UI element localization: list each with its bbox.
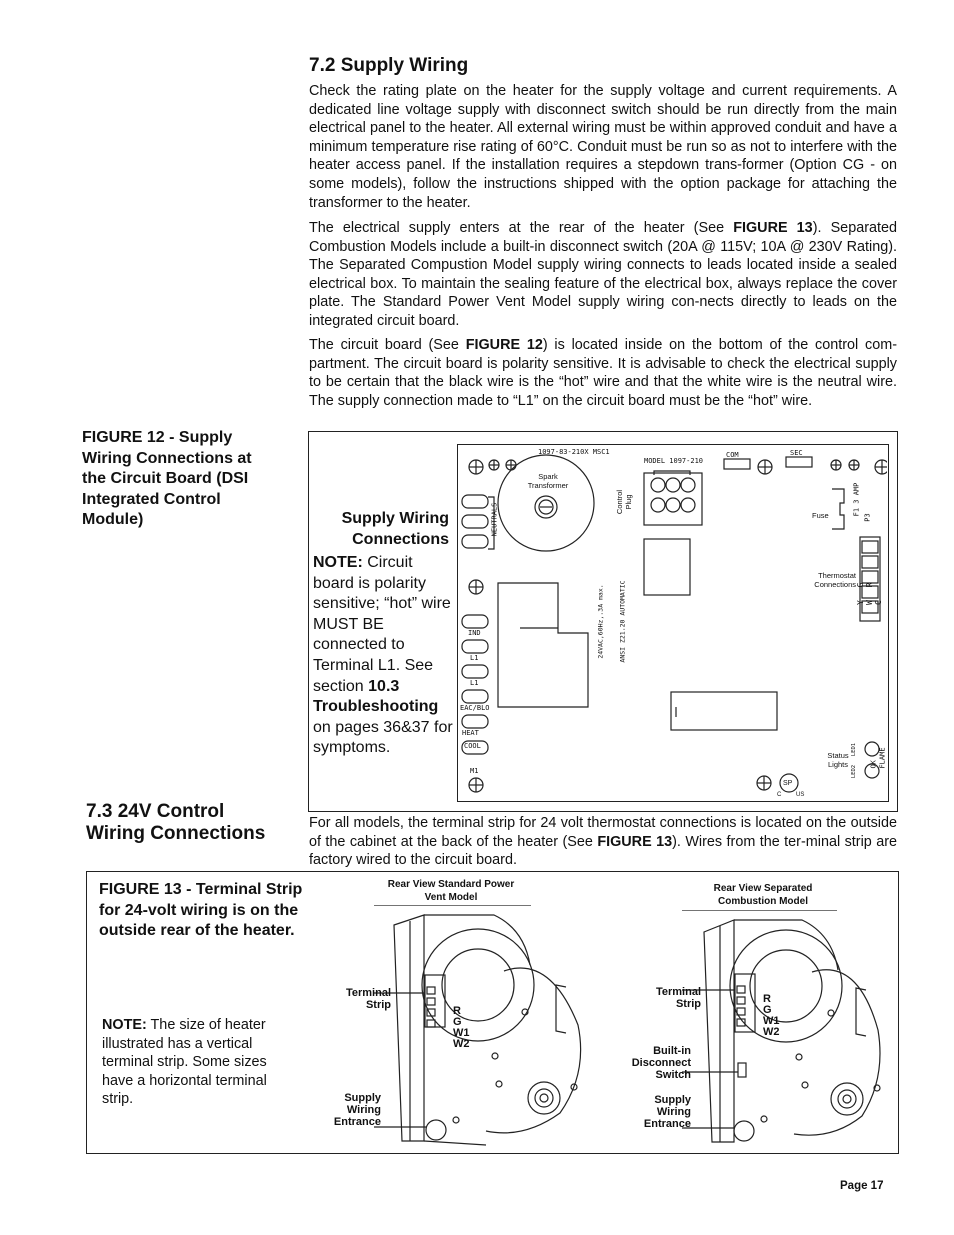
- page-number: Page 17: [840, 1180, 884, 1192]
- disconnect-switch-label: Built-in Disconnect Switch: [631, 1045, 691, 1081]
- right-view-title: Rear View Separated Combustion Model: [713, 883, 813, 907]
- right-terminal-w2: W2: [763, 1026, 780, 1038]
- board-rating: 24VAC,60Hz,.3A max.: [596, 584, 605, 659]
- fig13-note-text: The size of heater illustrated has a vertical terminal strip. Some sizes have a horizontal terminal strip.: [102, 1017, 267, 1108]
- right-terminal-w1: W1: [763, 1015, 780, 1027]
- figure-13-caption: FIGURE 13 - Terminal Strip for 24-volt wiring is on the outside rear of the heater.: [99, 881, 303, 939]
- board-ansi: ANSI Z21.20 AUTOMATIC: [618, 580, 627, 663]
- note-ref: 10.3 Troubleshooting: [313, 677, 439, 716]
- section-7-3-title-text: 7.3 24V Control Wiring Connections: [86, 801, 266, 844]
- left-heater-drawing: [374, 905, 590, 1149]
- l1-label-b: L1: [470, 679, 479, 687]
- csa-us: US: [796, 792, 805, 798]
- status-lights-label: Status Lights: [827, 751, 849, 769]
- figure-13-frame: [86, 871, 899, 1154]
- fuse-label: Fuse: [812, 511, 829, 520]
- note-label: NOTE:: [313, 554, 363, 571]
- fuse-rating: F1 3 AMP: [852, 482, 861, 517]
- thermostat-connections-label: Thermostat Connections: [814, 571, 856, 589]
- supply-wiring-paragraph-2: [309, 219, 897, 331]
- left-terminal-w1: W1: [453, 1027, 470, 1039]
- p3-label: P3: [863, 513, 872, 522]
- left-terminal-r: R: [453, 1005, 461, 1017]
- supply-wiring-connections-label: Supply Wiring Connections: [341, 510, 449, 548]
- ind-label: IND: [468, 629, 481, 637]
- right-terminal-g: G: [763, 1004, 772, 1016]
- figure-12-frame: [308, 431, 898, 812]
- right-terminal-r: R: [763, 993, 771, 1005]
- note-text: Circuit board is polarity sensitive; “hot” wire MUST BE connected to Terminal L1. See section: [313, 554, 451, 695]
- control-text-c: ). Wires from the ter-minal strip are factory wired to the circuit board.: [309, 833, 898, 869]
- control-wiring-paragraph: [309, 814, 897, 870]
- right-heater-drawing: [682, 910, 882, 1152]
- note-end: on pages 36&37 for symptoms.: [313, 718, 453, 757]
- figure-12-ref: FIGURE 12: [465, 337, 543, 353]
- com-terminal-label: COM: [726, 451, 739, 459]
- board-part-number: 1097-83-210X MSC1: [538, 448, 610, 456]
- l1-label-a: L1: [470, 654, 479, 662]
- left-view-title: Rear View Standard Power Vent Model: [387, 879, 515, 903]
- spark-transformer: [498, 455, 594, 551]
- figure-13-ref: FIGURE 13: [733, 220, 813, 236]
- mount-hole: [469, 460, 483, 474]
- sec-terminal-label: SEC: [790, 449, 803, 457]
- figure-12-caption: FIGURE 12 - Supply Wiring Connections at the Circuit Board (DSI Integrated Control Module): [82, 429, 252, 528]
- section-7-3-title: [86, 801, 266, 845]
- section-7-2-title: 7.2 Supply Wiring: [309, 55, 469, 76]
- p2-text-c: ). Separated Combustion Models include a built-in disconnect switch (20A @ 115V; 10A @ 230V Rating). The Separated Compustion Model supply wiring connects to leads located inside a sealed electrical box. To maintain the sealing feature of the electrical box, always replace the cover plate. The Standard Power Vent Model supply wiring con-nects directly to leads on the integrated circuit board.: [309, 220, 897, 329]
- p2-text-a: The electrical supply enters at the rear of the heater (See: [309, 220, 734, 236]
- mount-hole: [757, 776, 771, 790]
- mount-hole: [875, 460, 887, 474]
- left-supply-entrance-label: Supply Wiring Entrance: [333, 1092, 381, 1128]
- p3-text-a: The circuit board (See: [309, 337, 466, 353]
- mount-hole: [758, 460, 772, 474]
- supply-wiring-paragraph-3: [309, 336, 897, 410]
- board-model: MODEL 1097-210: [644, 457, 704, 465]
- figure-13-note: [102, 1016, 292, 1109]
- ok-flame-label: OK FLAME: [869, 747, 887, 769]
- fig13-note-label: NOTE:: [102, 1017, 147, 1033]
- spark-transformer-label: Spark Transformer: [527, 472, 569, 490]
- control-plug-label: Control Plug: [615, 489, 633, 515]
- p3-text-c: ) is located inside on the bottom of the control com-partment. The circuit board is polarity sensitive. It is advisable to check the electrical supply to be certain that the black wire is the “hot” wire and that the white wire is the neutral wire. The supply connection made to “L1” on the circuit board must be the “hot” wire.: [309, 337, 898, 409]
- csa-mark: SP: [783, 780, 793, 787]
- circuit-board-drawing: [458, 445, 887, 800]
- m1-label: M1: [470, 767, 479, 775]
- circuit-board: [457, 444, 889, 802]
- supply-wiring-paragraph-1: Check the rating plate on the heater for the supply voltage and current requirements. A dedicated line voltage supply with disconnect switch should be run directly from the main electrical panel to the heater. All external wiring must be within approved conduit and have a minimum temperature rise rating of 60°C. Conduit must be run so as not to interfere with the heater access panel. If the installation requires a stepdown trans-former (Option CG - on some models), follow the instructions shipped with the option package for attaching the transformer to the heater.: [309, 83, 897, 211]
- figure-13-ref-2: FIGURE 13: [597, 833, 673, 850]
- eac-blo-label: EAC/BLO: [460, 704, 490, 712]
- right-supply-entrance-label: Supply Wiring Entrance: [643, 1094, 691, 1130]
- fuse: [832, 489, 844, 529]
- left-terminal-w2: W2: [453, 1038, 470, 1050]
- figure-12-note: [313, 553, 453, 759]
- mount-hole: [469, 778, 483, 792]
- led1-label: LED1: [851, 742, 858, 757]
- mount-hole: [469, 580, 483, 594]
- control-text-a: For all models, the terminal strip for 24 volt thermostat connections is located on the outside of the cabinet at the back of the heater (See: [309, 815, 897, 850]
- csa-c: C: [777, 792, 782, 798]
- neutrals-label: NEUTRALS: [490, 502, 499, 537]
- heat-label: HEAT: [462, 729, 479, 737]
- cool-label: COOL: [464, 742, 481, 750]
- right-terminal-strip-label: Terminal Strip: [655, 986, 701, 1010]
- left-terminal-g: G: [453, 1016, 462, 1028]
- left-terminal-strip-label: Terminal Strip: [345, 987, 391, 1011]
- terminal-letters: Y G W R C: [856, 578, 883, 605]
- led2-label: LED2: [851, 764, 858, 779]
